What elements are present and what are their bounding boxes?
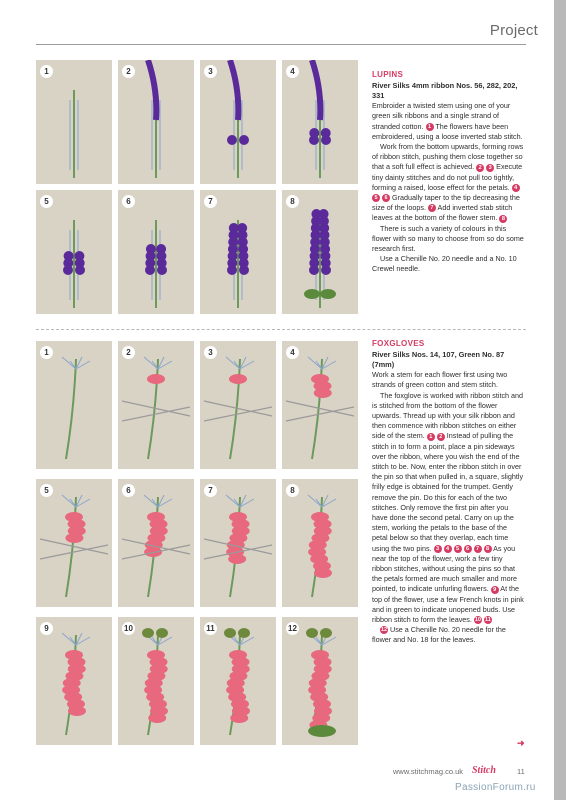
- step-badge: 8: [499, 215, 507, 223]
- step-badge: 6: [464, 545, 472, 553]
- section-label: Project: [489, 22, 538, 39]
- foxglove-step-photo: [200, 341, 276, 469]
- foxgloves-materials: River Silks Nos. 14, 107, Green No. 87 (7mm): [372, 350, 505, 370]
- step-number: 1: [40, 346, 53, 359]
- lupin-embroidery-illustration: [200, 190, 276, 314]
- step-badge: 3: [434, 545, 442, 553]
- foxglove-embroidery-illustration: [36, 617, 112, 745]
- lupin-embroidery-illustration: [36, 190, 112, 314]
- lupin-step-photo: [118, 190, 194, 314]
- step-number: 3: [204, 346, 217, 359]
- foxglove-step-photo: [200, 479, 276, 607]
- lupin-embroidery-illustration: [36, 60, 112, 184]
- step-number: 4: [286, 346, 299, 359]
- step-number: 5: [40, 484, 53, 497]
- foxglove-embroidery-illustration: [118, 617, 194, 745]
- body-paragraph: Use a Chenille No. 20 needle and a No. 10 Crewel needle.: [372, 254, 517, 274]
- step-badge: 2: [437, 433, 445, 441]
- lupin-embroidery-illustration: [200, 60, 276, 184]
- body-paragraph: Embroider a twisted stem using one of your green silk ribbons and a single strand of stranded cotton. 1 The flowers have been embroidered, using a loose inverted stab stitch.: [372, 101, 523, 141]
- step-number: 5: [40, 195, 53, 208]
- foxgloves-text: [372, 339, 524, 646]
- step-number: 2: [122, 346, 135, 359]
- step-badge: 3: [486, 164, 494, 172]
- step-number: 9: [40, 622, 53, 635]
- page-number: 11: [517, 767, 525, 776]
- step-number: 7: [204, 484, 217, 497]
- step-badge: 9: [491, 586, 499, 594]
- lupins-text: [372, 70, 524, 275]
- section-divider: [36, 329, 526, 330]
- step-number: 3: [204, 65, 217, 78]
- foxglove-step-photo: [118, 479, 194, 607]
- header-rule: [36, 44, 526, 45]
- step-badge: 1: [427, 433, 435, 441]
- foxglove-embroidery-illustration: [118, 341, 194, 469]
- foxglove-embroidery-illustration: [36, 341, 112, 469]
- foxglove-step-photo: [36, 479, 112, 607]
- foxglove-embroidery-illustration: [282, 479, 358, 607]
- foxglove-embroidery-illustration: [118, 479, 194, 607]
- lupin-embroidery-illustration: [282, 60, 358, 184]
- foxglove-embroidery-illustration: [200, 341, 276, 469]
- step-badge: 5: [372, 194, 380, 202]
- foxglove-step-photo: [36, 617, 112, 745]
- lupin-step-photo: [118, 60, 194, 184]
- lupin-step-photo: [200, 60, 276, 184]
- foxglove-step-photo: [282, 341, 358, 469]
- lupin-step-photo: [282, 190, 358, 314]
- step-badge: 4: [444, 545, 452, 553]
- step-badge: 5: [454, 545, 462, 553]
- step-number: 12: [286, 622, 299, 635]
- lupin-embroidery-illustration: [118, 190, 194, 314]
- step-badge: 4: [512, 184, 520, 192]
- footer-brand: Stitch: [472, 765, 496, 776]
- body-paragraph: There is such a variety of colours in this flower with so many to choose from so do some research first.: [372, 223, 524, 254]
- foxglove-step-photo: [200, 617, 276, 745]
- body-paragraph: 12 Use a Chenille No. 20 needle for the flower and No. 18 for the leaves.: [372, 625, 506, 645]
- foxglove-step-photo: [36, 341, 112, 469]
- lupin-step-photo: [36, 190, 112, 314]
- foxgloves-body: [372, 370, 524, 645]
- foxglove-embroidery-illustration: [282, 341, 358, 469]
- lupin-step-photo: [200, 190, 276, 314]
- watermark: PassionForum.ru: [455, 782, 536, 793]
- step-number: 7: [204, 195, 217, 208]
- body-paragraph: Work a stem for each flower first using two strands of green cotton and stem stitch.: [372, 370, 508, 390]
- foxglove-embroidery-illustration: [282, 617, 358, 745]
- step-number: 11: [204, 622, 217, 635]
- lupin-embroidery-illustration: [118, 60, 194, 184]
- lupin-photo-grid: [36, 60, 358, 314]
- lupins-body: [372, 101, 524, 274]
- lupin-embroidery-illustration: [282, 190, 358, 314]
- body-paragraph: Work from the bottom upwards, forming rows of ribbon stitch, pushing them close together so that a soft full effect is achieved. 2 3 Execute tiny dainty stitches and do not pull too tightly, forming a raised, loose effect for the petals. 4 5 6 Gradually taper to the tip decreasing the size of the loops. 7 Add inverted stab stitch leaves at the bottom of the flower stem. 8: [372, 142, 524, 223]
- lupin-step-photo: [282, 60, 358, 184]
- continue-arrow-icon: ➜: [517, 738, 525, 748]
- page-header: [0, 0, 566, 40]
- step-badge: 11: [484, 617, 491, 624]
- step-badge: 1: [426, 123, 434, 131]
- foxglove-embroidery-illustration: [36, 479, 112, 607]
- step-number: 4: [286, 65, 299, 78]
- foxglove-photo-grid: [36, 341, 358, 745]
- foxglove-step-photo: [282, 617, 358, 745]
- step-badge: 12: [380, 627, 388, 634]
- lupins-heading: LUPINS: [372, 70, 404, 79]
- step-number: 8: [286, 484, 299, 497]
- foxglove-step-photo: [118, 341, 194, 469]
- foxglove-step-photo: [282, 479, 358, 607]
- page-footer: [0, 765, 530, 779]
- step-badge: 7: [474, 545, 482, 553]
- edge-strip: [554, 0, 566, 800]
- step-number: 10: [122, 622, 135, 635]
- step-badge: 2: [476, 164, 484, 172]
- lupin-step-photo: [36, 60, 112, 184]
- body-paragraph: The foxglove is worked with ribbon stitch and is stitched from the bottom of the flower upwards. Thread up with your silk ribbon and then commence with ribbon stitches on either side of the stem. 1 2 Instead of pulling the stitch in to form a point, place a pin sideways over the ribbon, where you wish the end of the stitch to be. Now, enter the ribbon stitch in over the pin so that when pulled in, a square, slightly frilly edge is obtained for the trumpet. Gently remove the pin. Do this for each of the two stitches. Only remove the first pin after you have done the second petal. Carry on up the stem, working the petals to the base of the petal below so that they overlap, each time using the two pins. 3 4 5 6 7 8 As you near the top of the flower, work a few tiny ribbon stitches, without using the pins so that the petals formed are much smaller and more pointed, to indicate unfurling flowers. 9 At the top of the flower, use a few French knots in pink and in green to indicate unopened buds. Use ribbon stitch to form the leaves. 10 11: [372, 390, 524, 625]
- foxglove-embroidery-illustration: [200, 479, 276, 607]
- lupins-materials: River Silks 4mm ribbon Nos. 56, 282, 202, 331: [372, 81, 518, 101]
- step-number: 8: [286, 195, 299, 208]
- step-badge: 8: [484, 545, 492, 553]
- foxglove-step-photo: [118, 617, 194, 745]
- step-number: 6: [122, 484, 135, 497]
- step-badge: 10: [474, 617, 481, 624]
- foxglove-embroidery-illustration: [200, 617, 276, 745]
- step-number: 2: [122, 65, 135, 78]
- step-number: 6: [122, 195, 135, 208]
- footer-url: www.stitchmag.co.uk: [393, 767, 464, 776]
- foxgloves-heading: FOXGLOVES: [372, 339, 425, 348]
- step-number: 1: [40, 65, 53, 78]
- step-badge: 6: [382, 194, 390, 202]
- step-badge: 7: [428, 204, 436, 212]
